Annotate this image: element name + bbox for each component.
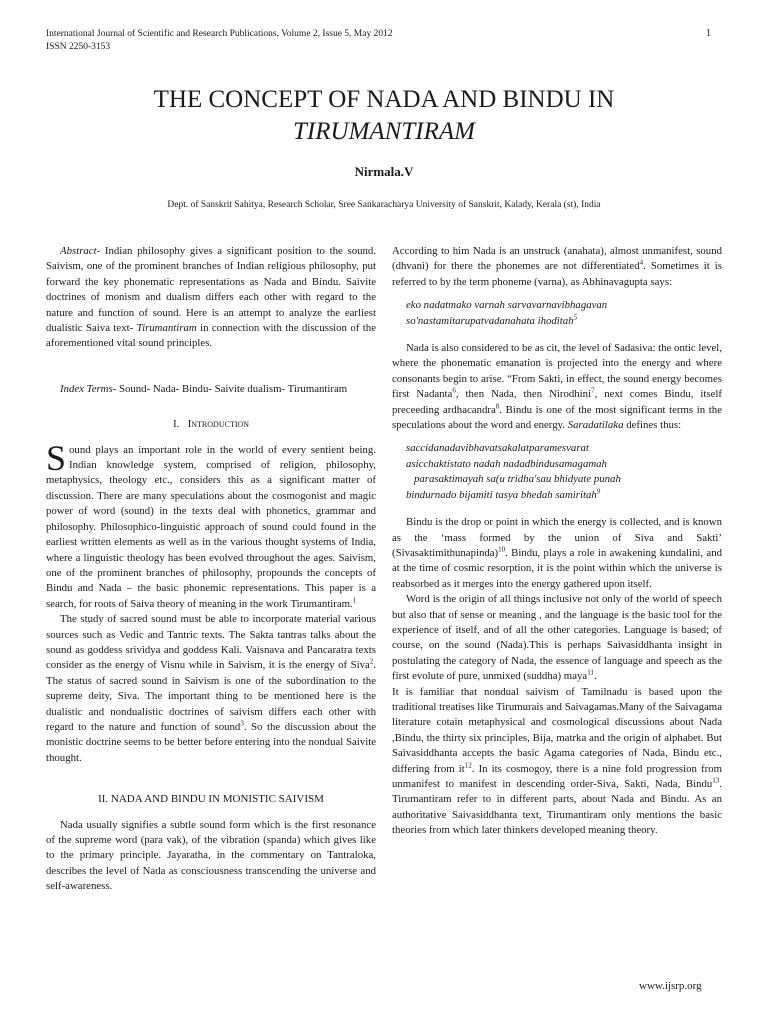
abstract-work-title: Tirumantiram bbox=[136, 322, 197, 335]
abstract-label: Abstract- bbox=[60, 245, 101, 257]
footer-url: www.ijsrp.org bbox=[639, 980, 702, 992]
page-number: 1 bbox=[706, 28, 711, 39]
journal-name: International Journal of Scientific and Research Publications, Volume 2, Issue 5, May 2012 bbox=[46, 29, 393, 39]
footnote-ref: 13 bbox=[712, 776, 720, 785]
verse-line: so'nastamitarupatvadanahata ihoditah bbox=[406, 314, 574, 327]
abstract bbox=[46, 244, 376, 352]
body-text: defines thus: bbox=[623, 419, 682, 432]
work-title: Saradatilaka bbox=[567, 419, 624, 432]
nada-paragraph: Nada usually signifies a subtle sound form which is the first resonance of the supreme word (para vak), of the vibration (spanda) which gives like to the primary principle. Jayaratha, in the commentary on Tantraloka, describes the level of Nada as consciousness transcending the universe and self-awareness. bbox=[46, 818, 376, 893]
left-column bbox=[46, 244, 376, 895]
body-text: . Bindu, plays a role in awakening kundalini, and at the time of cosmic resorption, it is the point within which the universe is reabsorbed as it merges into the energy gathered upon itself. bbox=[392, 546, 722, 590]
body-text: . Sometimes it is referred to by the term phoneme (varna), as Abhinavagupta says: bbox=[392, 260, 722, 288]
drop-cap: S bbox=[46, 437, 67, 478]
body-text: It is familiar that nondual saivism of Tamilnadu is based upon the traditional treatises like Tirumurais and Saivagamas.Many of the Saivagama literature cotain metaphysical and cosmological discussions about Nada ,Bindu, the thirty six principles, Bija, matrka and the origin of alphabet. But Saivasiddhanta accepts the basic Agama categories of Nada, Bindu etc., differing from it bbox=[392, 685, 722, 775]
intro-text: The study of sacred sound must be able to incorporate material various sources such as Vedic and Tantric texts. The Sakta tantras talks about the sound as goddess srividya and goddess Kali. Vaisnava and Pancaratra texts consider as the energy of Visnu while in Saivism, it is the energy of Siva bbox=[46, 613, 376, 672]
intro-text: . So the discussion about the monistic doctrine seems to be better before entering into the nondual Saivite thought. bbox=[46, 720, 376, 764]
right-paragraph-3 bbox=[392, 515, 722, 592]
body-text: . bbox=[593, 670, 597, 683]
footnote-ref: 1 bbox=[352, 596, 357, 605]
body-text: . In its cosmogoy, there is a nine fold progression from unmanifest to manifest in descending order-Siva, Sakti, Nada, Bindu bbox=[392, 762, 723, 790]
section-number: I. bbox=[172, 418, 180, 431]
verse-line: bindurnado bijamiti tasya bhedah samiritah bbox=[406, 488, 597, 501]
index-terms bbox=[46, 382, 376, 397]
verse-1 bbox=[406, 298, 722, 329]
footnote-ref: 6 bbox=[452, 386, 456, 395]
right-paragraph-4 bbox=[392, 592, 722, 684]
body-text: , then Nada, then Nirodhini bbox=[455, 388, 592, 401]
body-text: Word is the origin of all things inclusive not only of the world of speech but also that of sense or meaning , and the language is the basic tool for the experience of itself, and of all the other categories. Language is based; of course, on the sound (Nada).This is perhaps Saivasiddhanta insight in postulating the category of Nada, the essence of language and speech as the first evolute of pure, unmixed (suddha) maya bbox=[392, 593, 722, 683]
footnote-ref: 10 bbox=[498, 545, 506, 554]
body-text: , next comes Bindu, itself preceeding ardhacandra bbox=[392, 388, 723, 416]
footnote-ref: 7 bbox=[591, 386, 595, 395]
footnote-ref: 9 bbox=[596, 487, 601, 496]
intro-text: ound plays an important role in the world of every sentient being. Indian knowledge system, comprised of religion, philosophy, metaphysics, theology etc., considers this as a significant matter of discussion. There are many speculations about the cosmogonist and magic power of word (sound) in the texts deal with phonetics, grammar and philosophy. Philosophico-linguistic approach of sound could found in the earliest written elements as well as in the various thought systems of India, where a linguistic theology has been evolved throughout the ages. Saivism, one of the prominent branches of philosophy, propounds the concepts of Bindu and Nada – the basic phonemic representations. This paper is a search, for roots of Saiva theory of meaning in the work Tirumantiram. bbox=[46, 443, 376, 610]
right-paragraph-2 bbox=[392, 341, 722, 433]
footnote-ref: 8 bbox=[495, 402, 500, 411]
verse-line: eko nadatmako varnah sarvavarnavibhagavan bbox=[406, 299, 608, 312]
verse-line: parasaktimayah sa(u tridha'sau bhidyate punah bbox=[414, 473, 621, 486]
journal-header bbox=[46, 28, 393, 54]
abstract-text: Indian philosophy gives a significant position to the sound. Saivism, one of the prominent branches of Indian religious philosophy, put forward the key phonematic representations as Nada and Bindu. Saivite doctrines of monism and dualism differs each other with regard to the nature and function of sound. Here is an attempt to analyze the earliest dualistic Saiva text- bbox=[46, 245, 376, 335]
right-column bbox=[392, 244, 722, 839]
index-terms-text: Sound- Nada- Bindu- Saivite dualism- Tirumantiram bbox=[116, 382, 348, 395]
body-text: . Bindu is one of the most significant terms in the speculations about the word and energy. bbox=[392, 403, 722, 432]
body-text: Nada is also considered to be as cit, the level of Sadasiva: the ontic level, where the phonematic emanation is projected into the energy and where consonants begin to arise. “From Sakti, in effect, the sound energy becomes first Nadanta bbox=[392, 342, 723, 401]
affiliation: Dept. of Sanskrit Sahitya, Research Scholar, Sree Sankaracharya University of Sanskrit, Kalady, Kerala (st), India bbox=[167, 200, 601, 210]
author-name: Nirmala.V bbox=[354, 164, 414, 179]
section-heading-monistic: II. NADA AND BINDU IN MONISTIC SAIVISM bbox=[98, 793, 324, 806]
verse-line: saccidanadavibhavatsakalatparamesvarat bbox=[406, 442, 589, 455]
section-heading-introduction bbox=[46, 417, 376, 432]
intro-text: . The status of sacred sound in Saivism is one of the subordination to the supreme deity, Siva. The important thing to be mentioned here is the dualistic and nondualistic doctrines of saivism differs each other with regard to the nature and function of sound bbox=[46, 659, 376, 733]
body-text: According to him Nada is an unstruck (anahata), almost unmanifest, sound (dhvani) for there the phonemes are not differentiated bbox=[392, 245, 722, 273]
verse-2 bbox=[406, 441, 722, 503]
footnote-ref: 11 bbox=[587, 668, 594, 677]
issn: ISSN 2250-3153 bbox=[46, 42, 111, 52]
footnote-ref: 12 bbox=[464, 761, 472, 769]
intro-paragraph-1 bbox=[46, 437, 376, 612]
section-title: Introduction bbox=[187, 418, 250, 431]
verse-line: asicchaktistato nadah nadadbindusamagamah bbox=[406, 457, 607, 470]
footnote-ref: 5 bbox=[573, 313, 578, 322]
body-text: Bindu is the drop or point in which the energy is collected, and is known as the ‘mass formed by the union of Siva and Sakti’ (Sivasaktimithunapinda) bbox=[392, 516, 722, 559]
title-line-2: TIRUMANTIRAM bbox=[293, 118, 475, 145]
footnote-ref: 3 bbox=[240, 719, 244, 728]
intro-paragraph-2 bbox=[46, 612, 376, 766]
abstract-text-end: in connection with the discussion of the aforementioned vital sound principles. bbox=[46, 322, 376, 350]
body-text: . Tirumantiram refer to in different parts, about Nada and Bindu. As an authoritative Saivasiddhanta text, Tirumantiram only mentions the basic theories from which later thinkers developed meaning theory. bbox=[392, 778, 722, 837]
right-paragraph-1 bbox=[392, 244, 722, 290]
footnote-ref: 2 bbox=[369, 657, 374, 666]
right-paragraph-5 bbox=[392, 685, 722, 839]
paper-title bbox=[0, 84, 768, 148]
index-terms-label: Index Terms- bbox=[60, 382, 117, 395]
title-line-1: THE CONCEPT OF NADA AND BINDU IN bbox=[153, 86, 615, 113]
footnote-ref: 4 bbox=[639, 258, 644, 267]
